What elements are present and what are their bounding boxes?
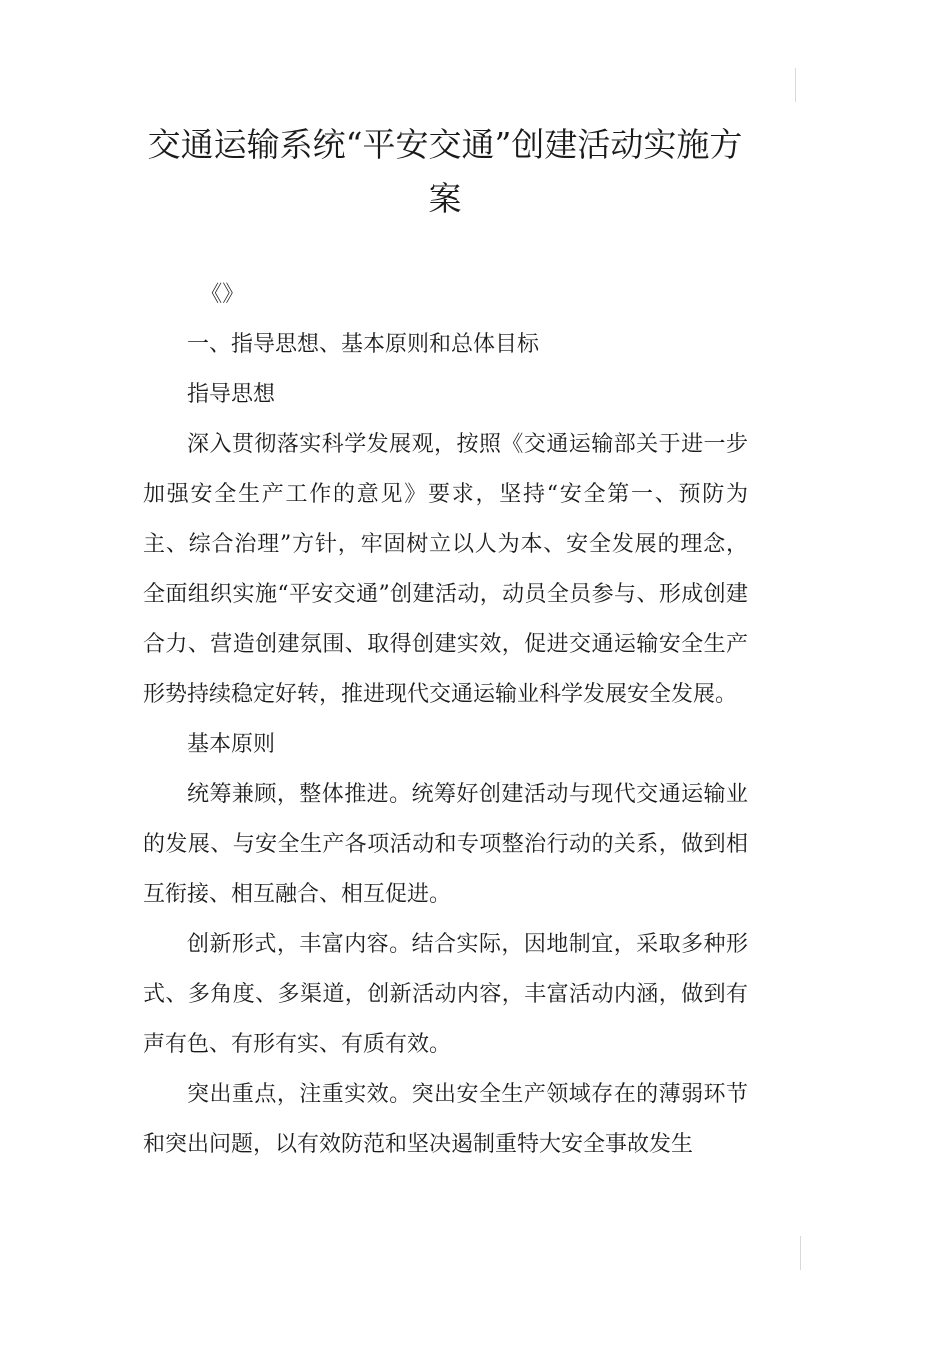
subheading-basic-principles: 基本原则: [187, 732, 276, 757]
bracket-line: 《》: [200, 282, 245, 307]
subheading-guiding-thought: 指导思想: [187, 382, 276, 407]
paragraph-principle-2: 创新形式，丰富内容。结合实际，因地制宜，采取多种形式、多角度、多渠道，创新活动内容，丰富活动内涵，做到有声有色、有形有实、有质有效。: [143, 932, 748, 1057]
crop-mark-bottom: [800, 1236, 801, 1270]
paragraph-guiding-thought: 深入贯彻落实科学发展观，按照《交通运输部关于进一步加强安全生产工作的意见》要求，坚持“安全第一、预防为主、综合治理”方针，牢固树立以人为本、安全发展的理念，全面组织实施“平安交通”创建活动，动员全员参与、形成创建合力、营造创建氛围、取得创建实效，促进交通运输安全生产形势持续稳定好转，推进现代交通运输业科学发展安全发展。: [143, 432, 748, 707]
document-body: [143, 270, 748, 1170]
section-heading: 一、指导思想、基本原则和总体目标: [187, 332, 540, 357]
paragraph-principle-3: 突出重点，注重实效。突出安全生产领域存在的薄弱环节和突出问题，以有效防范和坚决遏制重特大安全事故发生: [143, 1082, 748, 1157]
paragraph-principle-1: 统筹兼顾，整体推进。统筹好创建活动与现代交通运输业的发展、与安全生产各项活动和专项整治行动的关系，做到相互衔接、相互融合、相互促进。: [143, 782, 748, 907]
crop-mark-top: [795, 68, 796, 102]
document-title: 交通运输系统“平安交通”创建活动实施方案: [147, 125, 743, 218]
